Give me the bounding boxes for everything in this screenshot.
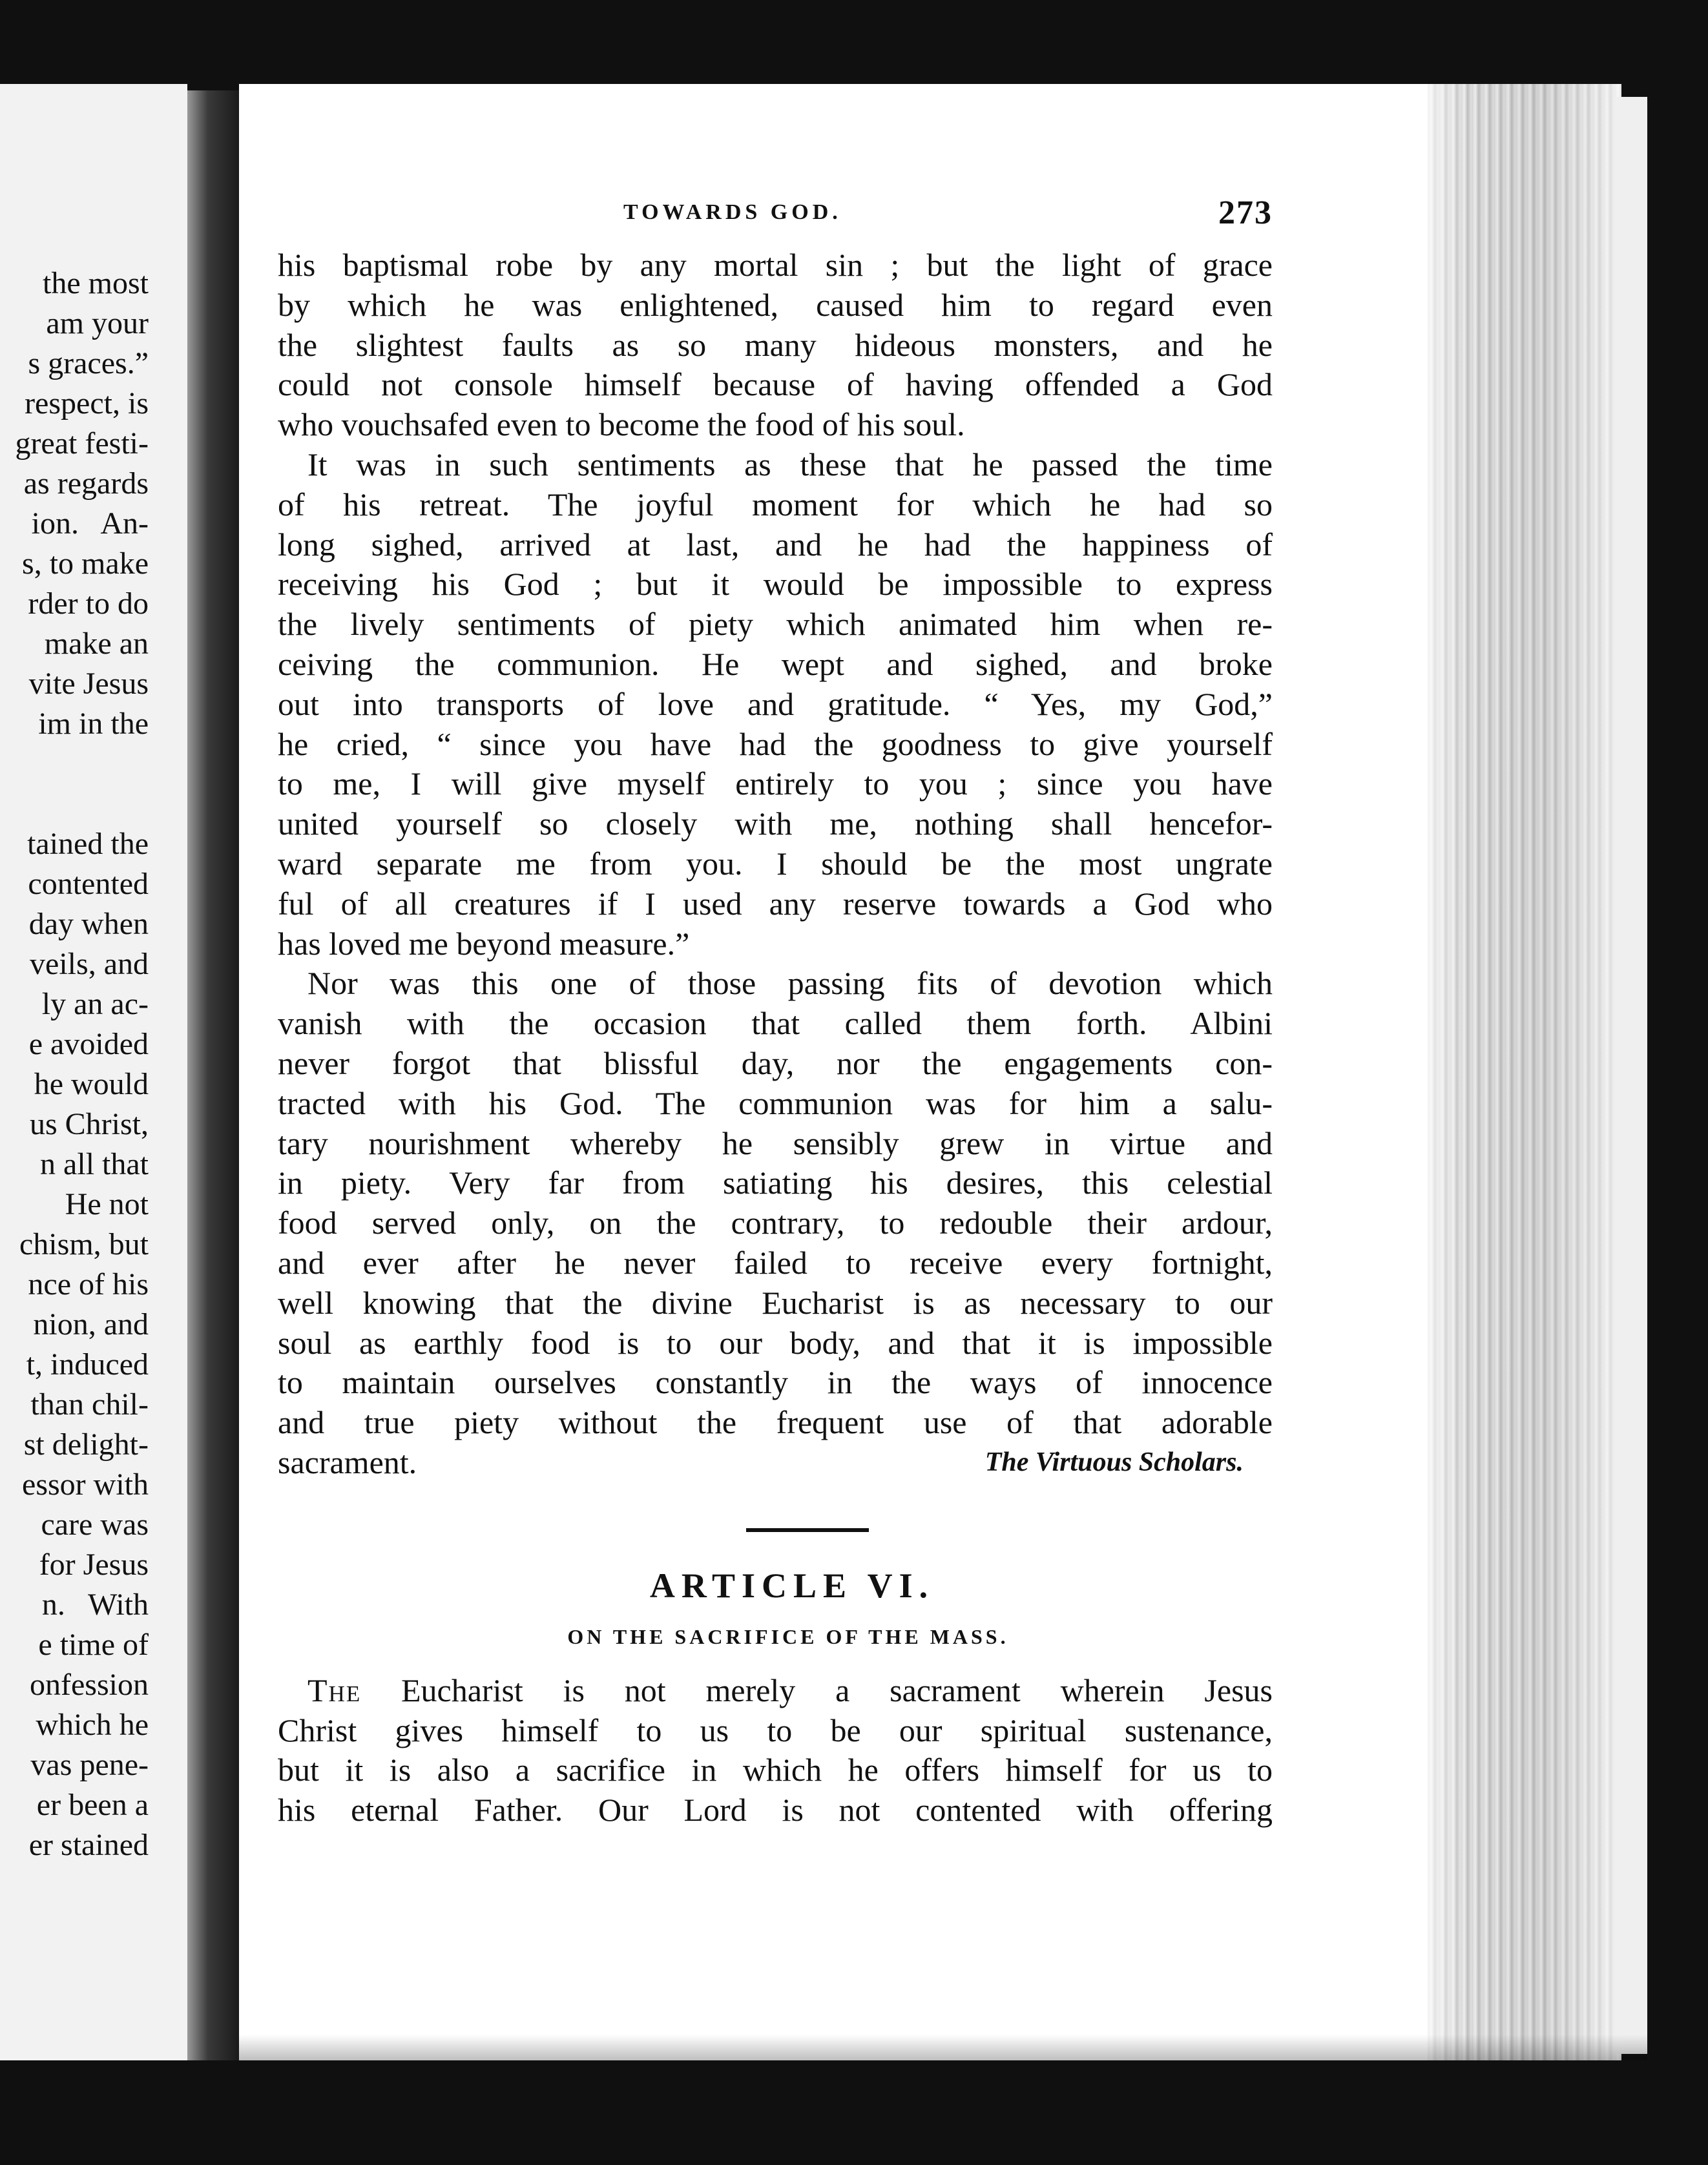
paragraph-2-line: the lively sentiments of piety which animated him when re-: [278, 606, 1273, 643]
paragraph-1-line: could not console himself because of having offended a God: [278, 366, 1273, 403]
left-page-line: tained the: [27, 827, 149, 861]
running-head-title: TOWARDS GOD.: [623, 200, 842, 224]
left-page-line: us Christ,: [29, 1107, 149, 1141]
left-page-line: respect, is: [25, 386, 149, 420]
left-page-line: s graces.”: [28, 346, 149, 380]
left-page-line: er stained: [28, 1828, 149, 1862]
left-page-line: make an: [44, 627, 149, 661]
left-page-line: onfession: [30, 1668, 149, 1702]
paragraph-2-line: has loved me beyond measure.”: [278, 925, 690, 962]
page-bottom-shadow: [239, 2035, 1647, 2060]
left-page-line: ly an ac-: [41, 987, 149, 1021]
opening-word: The: [307, 1672, 362, 1708]
left-page-line: care was: [41, 1507, 149, 1542]
page-number: 273: [1218, 194, 1273, 231]
left-page-line: am your: [46, 306, 149, 340]
left-page-line: veils, and: [30, 947, 149, 981]
paragraph-3: [278, 964, 1273, 1443]
paragraph-3-line: well knowing that the divine Eucharist is as necessary to our: [278, 1284, 1273, 1321]
paragraph-1-line: his baptismal robe by any mortal sin ; but the light of grace: [278, 247, 1273, 283]
paragraph-1-line: who vouchsafed even to become the food of his soul.: [278, 406, 965, 443]
left-page-line: e avoided: [28, 1027, 149, 1061]
paragraph-3-line: never forgot that blissful day, nor the engagements con-: [278, 1044, 1273, 1081]
fore-edge-rim: [1615, 97, 1647, 2054]
paragraph-2-line: to me, I will give myself entirely to you ; since you have: [278, 765, 1273, 802]
paragraph-2-line: he cried, “ since you have had the goodness to give yourself: [278, 725, 1273, 762]
paragraph-3-line: food served only, on the contrary, to redouble their ardour,: [278, 1205, 1273, 1241]
left-page-line: st delight-: [23, 1427, 149, 1462]
paragraph-1-line: the slightest faults as so many hideous monsters, and he: [278, 326, 1273, 363]
paragraph-2-line: ward separate me from you. I should be the most ungrate: [278, 845, 1273, 882]
left-page-line: e time of: [38, 1628, 149, 1662]
left-page-line: [0, 744, 149, 784]
left-page-line: rder to do: [28, 586, 149, 621]
left-page-line: n. With: [41, 1588, 149, 1622]
paragraph-3-line: Nor was this one of those passing fits of devotion which: [307, 965, 1273, 1002]
article-heading: ARTICLE VI.: [649, 1566, 935, 1605]
left-page-line: which he: [36, 1708, 149, 1742]
paragraph-3-ending: [278, 1443, 1273, 1483]
paragraph-2-line: It was in such sentiments as these that he passed the time: [307, 446, 1273, 482]
attribution: The Virtuous Scholars.: [984, 1447, 1244, 1477]
article-paragraph-line: but it is also a sacrifice in which he offers himself for us to: [278, 1752, 1273, 1788]
left-page-line: great festi-: [15, 426, 149, 461]
article-paragraph: [278, 1671, 1273, 1830]
article-paragraph-line: [278, 1671, 1273, 1711]
left-page-line: day when: [28, 907, 149, 941]
fore-edge-shading: [1428, 84, 1621, 2060]
paragraph-1-line: by which he was enlightened, caused him to regard even: [278, 286, 1273, 323]
paragraph-2-line: receiving his God ; but it would be impossible to express: [278, 566, 1273, 603]
left-page-line: for Jesus: [39, 1548, 149, 1582]
paragraph-1: [278, 245, 1273, 445]
paragraph-3-line: in piety. Very far from satiating his desires, this celestial: [278, 1165, 1273, 1201]
paragraph-3-last-word: sacrament.: [278, 1444, 417, 1480]
running-head: [278, 194, 1273, 245]
paragraph-2-line: long sighed, arrived at last, and he had the happiness of: [278, 526, 1273, 563]
left-page-line: vite Jesus: [28, 667, 149, 701]
paragraph-3-line: and ever after he never failed to receive every fortnight,: [278, 1244, 1273, 1281]
article-subheading: ON THE SACRIFICE OF THE MASS.: [567, 1624, 1009, 1648]
paragraph-3-line: soul as earthly food is to our body, and that it is impossible: [278, 1324, 1273, 1361]
left-page-line: as regards: [23, 466, 149, 501]
article-paragraph-line: Christ gives himself to us to be our spiritual sustenance,: [278, 1712, 1273, 1748]
section-divider: [746, 1528, 869, 1532]
left-page-line: contented: [28, 867, 149, 901]
paragraph-3-line: tracted with his God. The communion was for him a salu-: [278, 1084, 1273, 1121]
paragraph-2-line: ceiving the communion. He wept and sighed, and broke: [278, 645, 1273, 682]
left-page-line: nce of his: [28, 1267, 149, 1301]
paragraph-2-line: out into transports of love and gratitude. “ Yes, my God,”: [278, 685, 1273, 722]
left-page-line: er been a: [36, 1788, 149, 1822]
paragraph-2: [278, 445, 1273, 964]
left-page-line: than chil-: [30, 1387, 149, 1422]
paragraph-2-line: ful of all creatures if I used any reserve towards a God who: [278, 885, 1273, 922]
paragraph-3-line: tary nourishment whereby he sensibly grew in virtue and: [278, 1124, 1273, 1161]
left-page-line: n all that: [40, 1147, 149, 1181]
left-page-line: essor with: [22, 1467, 149, 1502]
article-paragraph-line: his eternal Father. Our Lord is not contented with offering: [278, 1792, 1273, 1828]
left-page-text: [0, 264, 149, 1865]
book-page: [239, 84, 1428, 2060]
left-page-line: nion, and: [33, 1307, 149, 1341]
left-page-line: [0, 784, 149, 824]
left-page-line: vas pene-: [30, 1748, 149, 1782]
paragraph-2-line: united yourself so closely with me, nothing shall hencefor-: [278, 805, 1273, 842]
left-page-line: chism, but: [19, 1227, 149, 1261]
paragraph-3-line: vanish with the occasion that called them forth. Albini: [278, 1005, 1273, 1042]
left-page-line: im in the: [38, 707, 149, 741]
left-page-line: s, to make: [22, 546, 149, 581]
left-page-line: ion. An-: [31, 506, 149, 541]
book-gutter: [187, 90, 239, 2060]
page-content: [278, 194, 1273, 1830]
left-page-line: he would: [34, 1067, 149, 1101]
left-page-line: t, induced: [26, 1347, 149, 1382]
left-page-line: the most: [43, 266, 149, 300]
paragraph-3-line: and true piety without the frequent use of that adorable: [278, 1404, 1273, 1441]
left-page-line: He not: [65, 1187, 149, 1221]
left-facing-page: [0, 84, 187, 2060]
paragraph-3-line: to maintain ourselves constantly in the ways of innocence: [278, 1364, 1273, 1401]
article-paragraph-line-text: Eucharist is not merely a sacrament wherein Jesus: [361, 1672, 1273, 1708]
paragraph-2-line: of his retreat. The joyful moment for which he had so: [278, 486, 1273, 523]
